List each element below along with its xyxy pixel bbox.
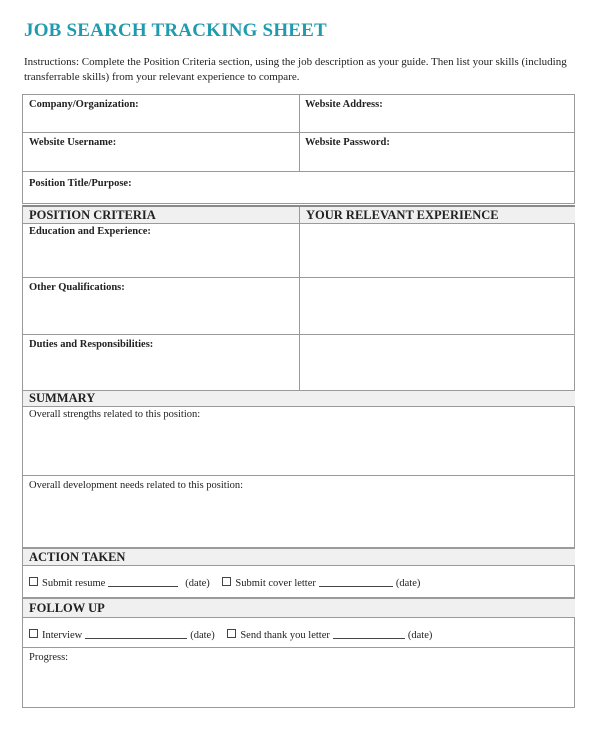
thank-you-date-blank[interactable] bbox=[333, 629, 405, 639]
interview-date-label: (date) bbox=[190, 630, 215, 641]
development-needs-field[interactable]: Overall development needs related to this position: bbox=[29, 480, 244, 491]
duties-responsibilities-field[interactable]: Duties and Responsibilities: bbox=[29, 339, 154, 350]
website-username-field[interactable]: Website Username: bbox=[29, 137, 117, 148]
instructions-text: Instructions: Complete the Position Criteria section, using the job description as your guide. Then list your skills (including transferrable skills) from your relevant experience to compare. bbox=[24, 56, 567, 83]
interview-date-blank[interactable] bbox=[85, 629, 187, 639]
interview-label: Interview bbox=[42, 630, 83, 641]
action-taken-table bbox=[22, 548, 575, 598]
submit-cover-date-label: (date) bbox=[395, 578, 421, 589]
submit-resume-date-label: (date) bbox=[185, 578, 210, 589]
submit-cover-checkbox[interactable] bbox=[222, 577, 231, 586]
thank-you-label: Send thank you letter bbox=[240, 630, 330, 641]
thank-you-checkbox[interactable] bbox=[227, 629, 236, 638]
website-password-field[interactable]: Website Password: bbox=[305, 137, 390, 148]
other-qualifications-field[interactable]: Other Qualifications: bbox=[29, 282, 125, 293]
relevant-experience-header: YOUR RELEVANT EXPERIENCE bbox=[300, 207, 575, 223]
education-experience-response[interactable] bbox=[300, 224, 575, 277]
website-address-field[interactable]: Website Address: bbox=[305, 99, 383, 110]
interview-checkbox[interactable] bbox=[29, 629, 38, 638]
action-taken-header: ACTION TAKEN bbox=[23, 549, 575, 565]
info-table bbox=[22, 94, 575, 204]
duties-responsibilities-response[interactable] bbox=[300, 335, 575, 392]
follow-up-row bbox=[23, 623, 575, 647]
submit-cover-label: Submit cover letter bbox=[235, 578, 316, 589]
submit-resume-label: Submit resume bbox=[42, 578, 106, 589]
thank-you-date-label: (date) bbox=[407, 630, 433, 641]
page-title: JOB SEARCH TRACKING SHEET bbox=[24, 20, 327, 41]
company-field[interactable]: Company/Organization: bbox=[29, 99, 139, 110]
education-experience-field[interactable]: Education and Experience: bbox=[29, 226, 151, 237]
summary-table bbox=[22, 390, 575, 548]
position-criteria-header: POSITION CRITERIA bbox=[23, 207, 299, 223]
submit-resume-date-blank[interactable] bbox=[108, 577, 178, 587]
summary-header: SUMMARY bbox=[23, 391, 575, 406]
follow-up-table bbox=[22, 598, 575, 708]
strengths-field[interactable]: Overall strengths related to this position: bbox=[29, 409, 201, 420]
position-title-field[interactable]: Position Title/Purpose: bbox=[29, 178, 132, 189]
submit-cover-date-blank[interactable] bbox=[319, 577, 393, 587]
other-qualifications-response[interactable] bbox=[300, 278, 575, 334]
submit-resume-checkbox[interactable] bbox=[29, 577, 38, 586]
follow-up-header: FOLLOW UP bbox=[23, 599, 575, 617]
action-taken-row bbox=[23, 571, 575, 595]
progress-field[interactable]: Progress: bbox=[29, 652, 69, 663]
criteria-table bbox=[22, 205, 575, 391]
